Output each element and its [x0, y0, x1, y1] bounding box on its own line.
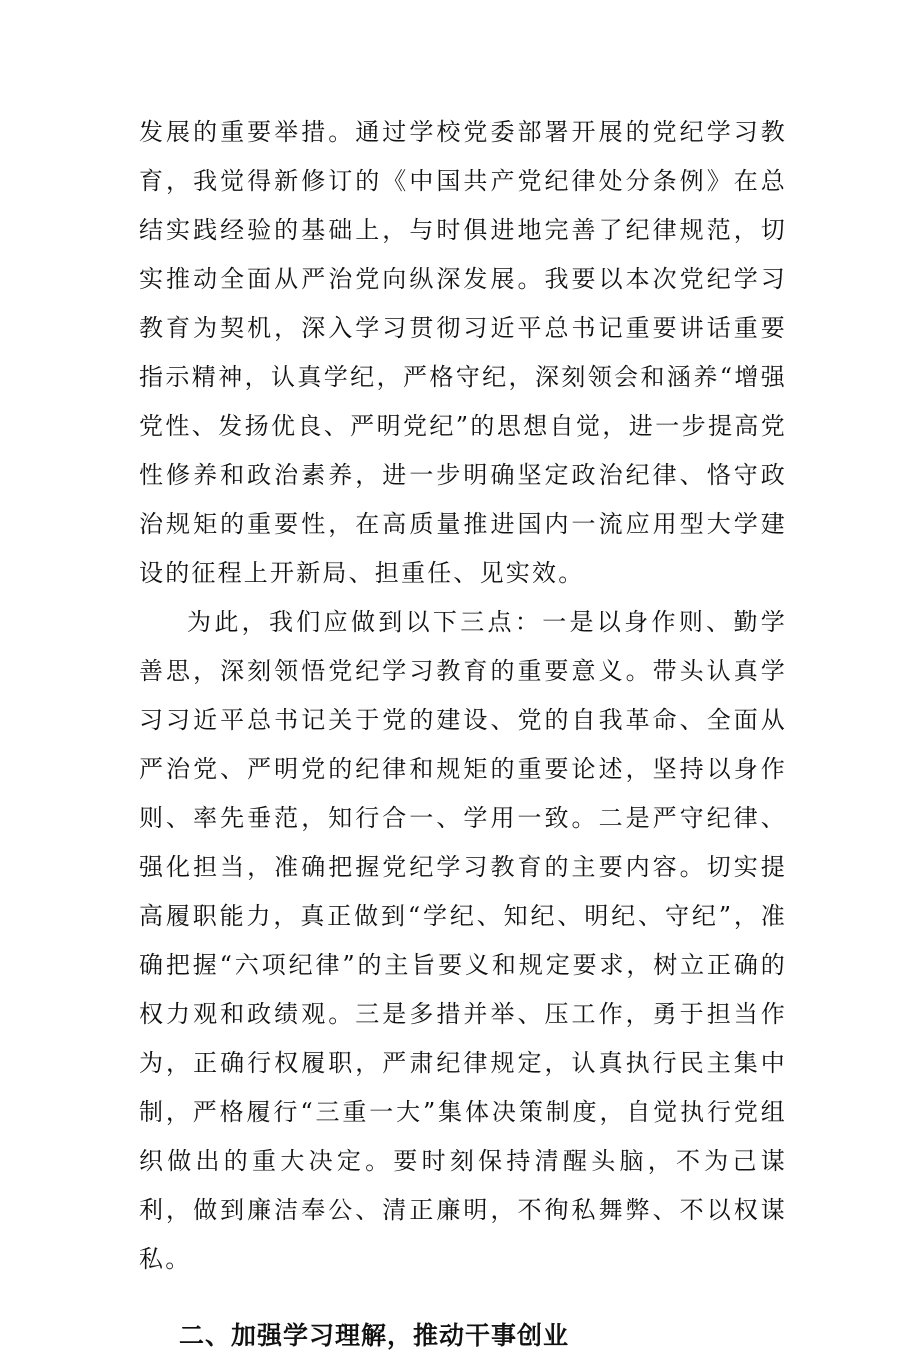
paragraph-2: 为此，我们应做到以下三点：一是以身作则、勤学善思，深刻领悟党纪学习教育的重要意义。带头认真学习习近平总书记关于党的建设、党的自我革命、全面从严治党、严明党的纪律和规矩的重要论述，坚持以身作则、率先垂范，知行合一、学用一致。二是严守纪律、强化担当，准确把握党纪学习教育的主要内容。切实提高履职能力，真正做到“学纪、知纪、明纪、守纪”，准确把握“六项纪律”的主旨要义和规定要求，树立正确的权力观和政绩观。三是多措并举、压工作，勇于担当作为，正确行权履职，严肃纪律规定，认真执行民主集中制，严格履行“三重一大”集体决策制度，自觉执行党组织做出的重大决定。要时刻保持清醒头脑，不为己谋利，做到廉洁奉公、清正廉明，不徇私舞弊、不以权谋私。	[139, 608, 787, 1273]
document-body	[139, 108, 787, 1356]
paragraph-1: 发展的重要举措。通过学校党委部署开展的党纪学习教育，我觉得新修订的《中国共产党纪律处分条例》在总结实践经验的基础上，与时俱进地完善了纪律规范，切实推动全面从严治党向纵深发展。我要以本次党纪学习教育为契机，深入学习贯彻习近平总书记重要讲话重要指示精神，认真学纪，严格守纪，深刻领会和涵养“增强党性、发扬优良、严明党纪”的思想自觉，进一步提高党性修养和政治素养，进一步明确坚定政治纪律、恪守政治规矩的重要性，在高质量推进国内一流应用型大学建设的征程上开新局、担重任、见实效。	[139, 118, 787, 587]
section-heading: 二、加强学习理解，推动干事创业	[179, 1321, 570, 1350]
